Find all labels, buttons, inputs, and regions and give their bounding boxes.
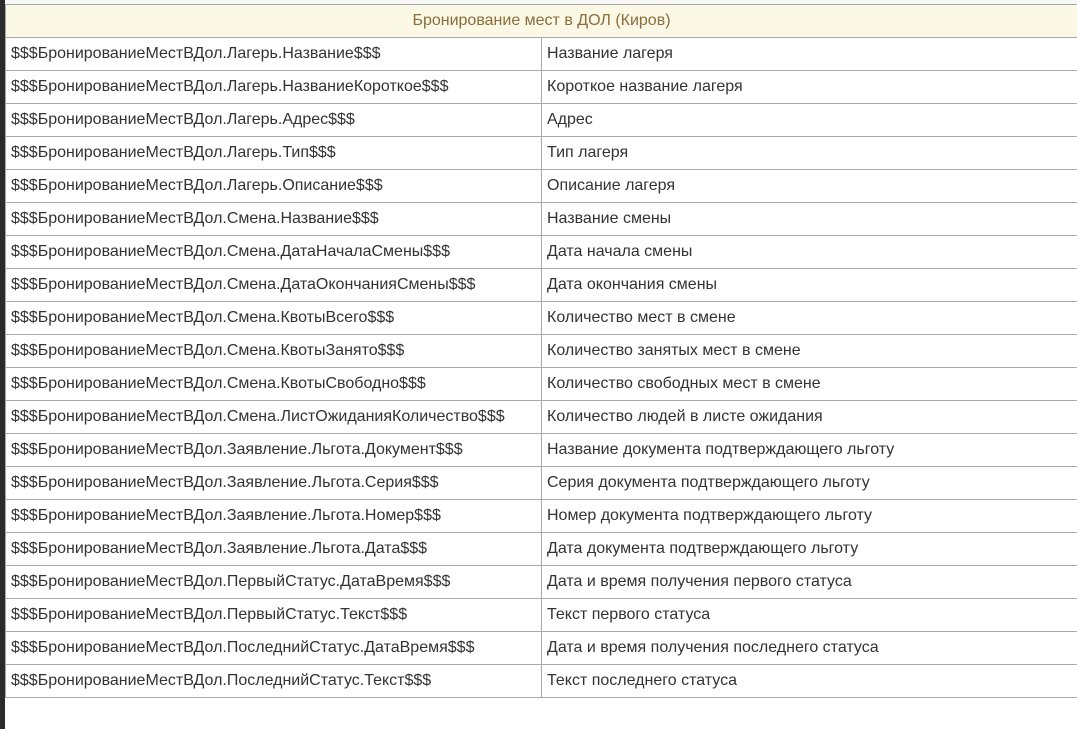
parameter-description-cell: Количество мест в смене [542, 302, 1077, 335]
table-row [6, 170, 1077, 203]
parameter-key-cell: $$$БронированиеМестВДол.Заявление.Льгота.Номер$$$ [6, 500, 542, 533]
parameters-table [5, 4, 1077, 698]
table-row [6, 236, 1077, 269]
parameter-key-cell: $$$БронированиеМестВДол.Смена.КвотыВсего$$$ [6, 302, 542, 335]
parameter-description-cell: Текст первого статуса [542, 599, 1077, 632]
parameter-key-cell: $$$БронированиеМестВДол.Лагерь.Название$$$ [6, 38, 542, 71]
parameter-description-cell: Текст последнего статуса [542, 665, 1077, 698]
section-title: Бронирование мест в ДОЛ (Киров) [6, 5, 1077, 38]
parameter-description-cell: Количество свободных мест в смене [542, 368, 1077, 401]
parameter-description-cell: Номер документа подтверждающего льготу [542, 500, 1077, 533]
parameter-key-cell: $$$БронированиеМестВДол.Смена.КвотыЗанято$$$ [6, 335, 542, 368]
parameter-description-cell: Название лагеря [542, 38, 1077, 71]
table-row [6, 203, 1077, 236]
parameter-description-cell: Короткое название лагеря [542, 71, 1077, 104]
table-row [6, 599, 1077, 632]
parameter-key-cell: $$$БронированиеМестВДол.Лагерь.Описание$$$ [6, 170, 542, 203]
parameter-key-cell: $$$БронированиеМестВДол.Заявление.Льгота.Дата$$$ [6, 533, 542, 566]
parameter-description-cell: Дата и время получения последнего статуса [542, 632, 1077, 665]
parameter-key-cell: $$$БронированиеМестВДол.Смена.ЛистОжиданияКоличество$$$ [6, 401, 542, 434]
table-row [6, 467, 1077, 500]
section-header-row [6, 5, 1077, 38]
parameter-key-cell: $$$БронированиеМестВДол.ПервыйСтатус.ДатаВремя$$$ [6, 566, 542, 599]
parameter-description-cell: Название смены [542, 203, 1077, 236]
table-row [6, 38, 1077, 71]
parameter-key-cell: $$$БронированиеМестВДол.Заявление.Льгота.Серия$$$ [6, 467, 542, 500]
parameter-key-cell: $$$БронированиеМестВДол.Лагерь.Адрес$$$ [6, 104, 542, 137]
parameter-description-cell: Дата окончания смены [542, 269, 1077, 302]
parameter-key-cell: $$$БронированиеМестВДол.ПервыйСтатус.Текст$$$ [6, 599, 542, 632]
parameter-key-cell: $$$БронированиеМестВДол.Лагерь.НазваниеКороткое$$$ [6, 71, 542, 104]
parameter-description-cell: Дата документа подтверждающего льготу [542, 533, 1077, 566]
parameter-description-cell: Описание лагеря [542, 170, 1077, 203]
table-row [6, 71, 1077, 104]
parameter-key-cell: $$$БронированиеМестВДол.Смена.ДатаОкончанияСмены$$$ [6, 269, 542, 302]
parameter-key-cell: $$$БронированиеМестВДол.Смена.Название$$$ [6, 203, 542, 236]
table-row [6, 269, 1077, 302]
table-row [6, 368, 1077, 401]
parameter-description-cell: Название документа подтверждающего льготу [542, 434, 1077, 467]
parameter-key-cell: $$$БронированиеМестВДол.Заявление.Льгота.Документ$$$ [6, 434, 542, 467]
table-row [6, 566, 1077, 599]
table-row [6, 632, 1077, 665]
parameter-description-cell: Дата начала смены [542, 236, 1077, 269]
table-row [6, 500, 1077, 533]
parameter-description-cell: Количество занятых мест в смене [542, 335, 1077, 368]
table-row [6, 137, 1077, 170]
table-row [6, 104, 1077, 137]
parameter-description-cell: Серия документа подтверждающего льготу [542, 467, 1077, 500]
parameter-key-cell: $$$БронированиеМестВДол.Лагерь.Тип$$$ [6, 137, 542, 170]
parameter-key-cell: $$$БронированиеМестВДол.ПоследнийСтатус.Текст$$$ [6, 665, 542, 698]
parameter-key-cell: $$$БронированиеМестВДол.Смена.КвотыСвободно$$$ [6, 368, 542, 401]
table-row [6, 533, 1077, 566]
parameter-description-cell: Тип лагеря [542, 137, 1077, 170]
table-row [6, 665, 1077, 698]
parameter-description-cell: Дата и время получения первого статуса [542, 566, 1077, 599]
table-row [6, 401, 1077, 434]
parameters-table-body [6, 38, 1077, 698]
parameter-description-cell: Адрес [542, 104, 1077, 137]
parameter-key-cell: $$$БронированиеМестВДол.ПоследнийСтатус.ДатаВремя$$$ [6, 632, 542, 665]
table-row [6, 434, 1077, 467]
table-row [6, 335, 1077, 368]
parameter-description-cell: Количество людей в листе ожидания [542, 401, 1077, 434]
parameter-key-cell: $$$БронированиеМестВДол.Смена.ДатаНачалаСмены$$$ [6, 236, 542, 269]
table-row [6, 302, 1077, 335]
